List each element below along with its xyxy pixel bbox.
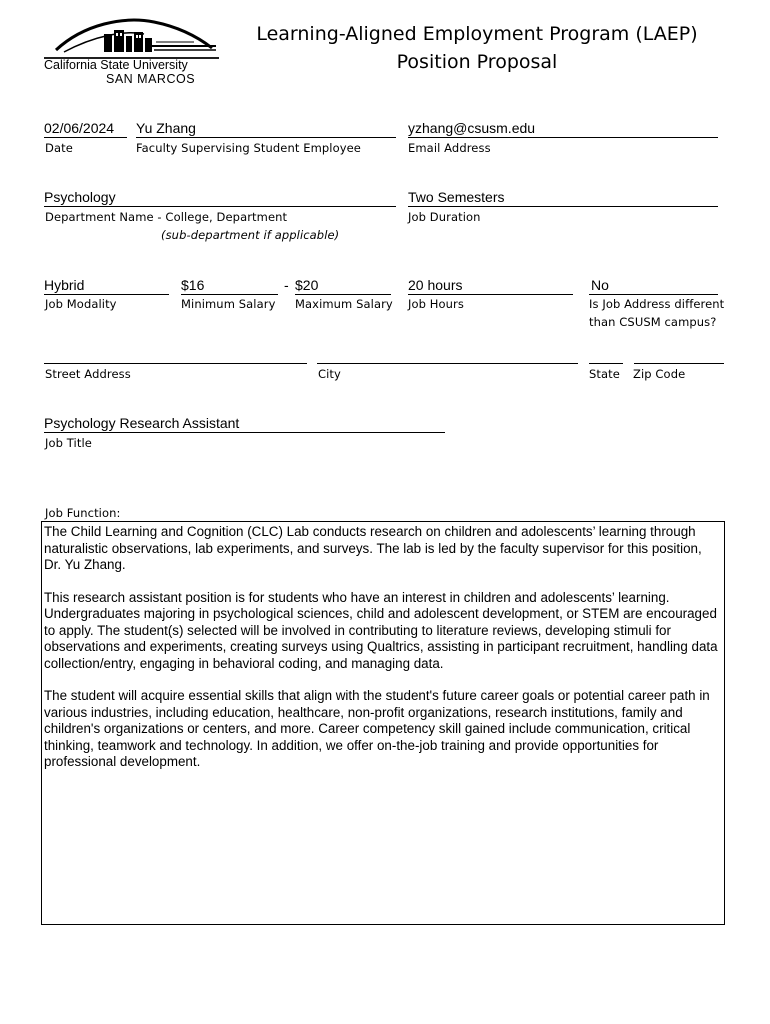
email-value: yzhang@csusm.edu	[408, 120, 536, 136]
hours-value: 20 hours	[408, 277, 463, 293]
street-field[interactable]	[44, 346, 307, 364]
min-salary-value: $16	[181, 277, 205, 293]
hours-field[interactable]	[408, 277, 573, 295]
city-label: City	[318, 367, 341, 381]
faculty-field[interactable]	[136, 120, 396, 138]
csusm-logo-graphic	[44, 14, 224, 62]
logo-university-name: California State University	[44, 58, 188, 72]
hours-label: Job Hours	[408, 297, 464, 311]
job-function-textarea[interactable]	[41, 521, 725, 925]
email-field[interactable]	[408, 120, 718, 138]
max-salary-label: Maximum Salary	[295, 297, 393, 311]
page-title: Learning-Aligned Employment Program (LAEP)	[256, 23, 698, 45]
job-title-field[interactable]	[44, 415, 445, 433]
page-subtitle: Position Proposal	[396, 51, 558, 73]
date-label: Date	[45, 141, 73, 155]
min-salary-label: Minimum Salary	[181, 297, 276, 311]
salary-dash: -	[284, 277, 289, 293]
modality-value: Hybrid	[44, 277, 85, 293]
department-field[interactable]	[44, 189, 396, 207]
address-diff-field[interactable]	[589, 277, 718, 295]
duration-value: Two Semesters	[408, 189, 505, 205]
date-value: 02/06/2024	[44, 120, 115, 136]
address-diff-label-line1: Is Job Address different	[589, 297, 725, 311]
job-function-paragraph-3: The student will acquire essential skills that align with the student's future career goals or potential career path in various industries, including education, healthcare, non-profit organizations, research institutions, family and children's organizations or centers, and more. Career competency skill gained include communication, critical thinking, teamwork and technology. In addition, we offer on-the-job training and provide opportunities for professional development.	[44, 688, 710, 769]
department-value: Psychology	[44, 189, 116, 205]
job-title-value: Psychology Research Assistant	[44, 415, 240, 431]
logo-campus-name: SAN MARCOS	[106, 72, 196, 86]
min-salary-field[interactable]	[181, 277, 278, 295]
modality-field[interactable]	[44, 277, 169, 295]
city-field[interactable]	[317, 346, 578, 364]
street-label: Street Address	[45, 367, 131, 381]
state-field[interactable]	[589, 346, 623, 364]
email-label: Email Address	[408, 141, 491, 155]
state-label: State	[589, 367, 620, 381]
address-diff-value: No	[591, 277, 609, 293]
max-salary-value: $20	[295, 277, 319, 293]
job-title-label: Job Title	[45, 436, 92, 450]
zip-label: Zip Code	[633, 367, 686, 381]
job-function-paragraph-2: This research assistant position is for students who have an interest in children and adolescents’ learning. Undergraduates majoring in psychological sciences, child and adolescent development, or STEM are encouraged to apply. The student(s) selected will be involved in contributing to literature reviews, developing stimuli for observations and experiments, creating surveys using Qualtrics, assisting in participant recruitment, handling data collection/entry, engaging in behavioral coding, and managing data.	[44, 589, 718, 671]
job-function-paragraph-1: The Child Learning and Cognition (CLC) Lab conducts research on children and adolescents’ learning through naturalistic observations, lab experiments, and surveys. The lab is led by the faculty supervisor for this position, Dr. Yu Zhang.	[44, 524, 702, 572]
max-salary-field[interactable]	[295, 277, 391, 295]
csusm-logo	[44, 14, 224, 88]
modality-label: Job Modality	[45, 297, 117, 311]
department-label: Department Name - College, Department	[45, 210, 288, 224]
faculty-label: Faculty Supervising Student Employee	[136, 141, 361, 155]
job-function-label: Job Function:	[45, 506, 121, 520]
duration-label: Job Duration	[408, 210, 481, 224]
address-diff-label-line2: than CSUSM campus?	[589, 315, 717, 329]
duration-field[interactable]	[408, 189, 718, 207]
faculty-value: Yu Zhang	[136, 120, 196, 136]
date-field[interactable]	[44, 120, 127, 138]
zip-field[interactable]	[634, 346, 724, 364]
department-sublabel: (sub-department if applicable)	[161, 228, 340, 242]
